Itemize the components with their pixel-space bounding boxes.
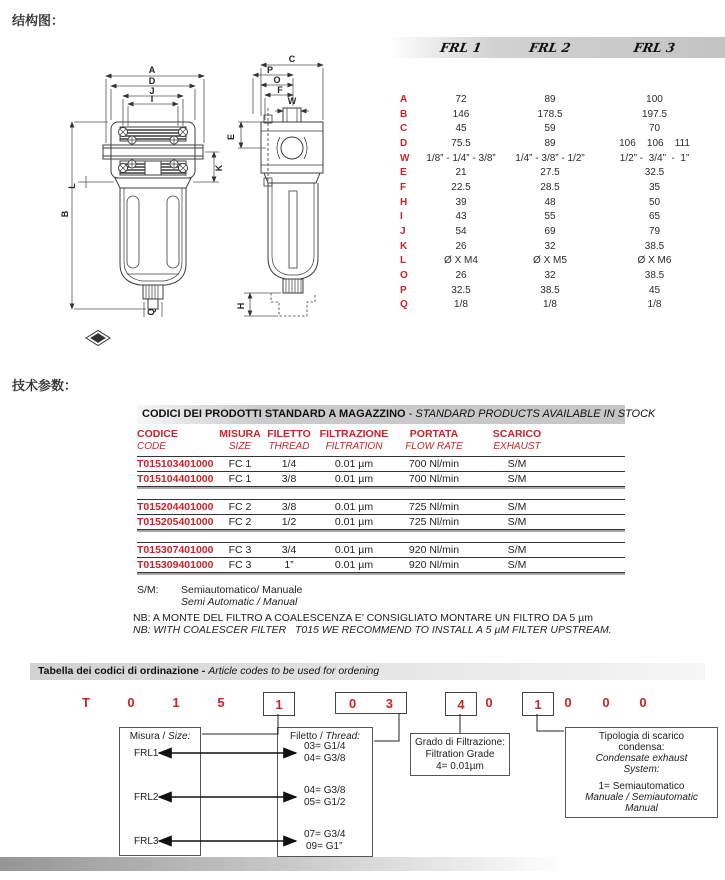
exhaust-line2: condensa: xyxy=(618,742,665,753)
dimension-rows xyxy=(392,92,725,312)
dim-label-p: P xyxy=(266,65,274,75)
dim-label-q: Q xyxy=(146,308,156,316)
cell: S/M xyxy=(507,501,527,513)
code-char-0e: 0 xyxy=(639,695,647,710)
cell: 106 106 111 xyxy=(619,137,690,149)
products-column-headers xyxy=(137,429,625,452)
cell: FC 2 xyxy=(228,501,252,513)
table-row xyxy=(392,165,725,180)
dim-label-e: E xyxy=(226,133,236,141)
row-label: P xyxy=(400,284,407,296)
size-legend-title: Misura / xyxy=(129,731,169,742)
row-label: J xyxy=(400,226,406,238)
row-label: A xyxy=(400,93,408,105)
dim-label-l: L xyxy=(67,183,77,189)
col-size: SIZE xyxy=(228,440,252,452)
cell: 45 xyxy=(455,123,467,135)
row-label: H xyxy=(400,196,408,208)
exhaust-line1: Tipologia di scarico xyxy=(598,731,685,742)
dim-label-w: W xyxy=(287,96,297,106)
ordering-title-en: Article codes to be used for ordening xyxy=(208,665,380,677)
size-legend-box xyxy=(119,727,201,856)
cell: 48 xyxy=(544,196,556,208)
cell: 100 xyxy=(646,93,663,105)
code-box-thread xyxy=(335,692,407,714)
cell: 146 xyxy=(452,108,470,120)
table-row xyxy=(392,283,725,298)
cell: 1/8 xyxy=(647,299,662,311)
row-label: Q xyxy=(400,299,408,311)
cell: 55 xyxy=(544,211,556,223)
size-item-frl1: FRL1 xyxy=(134,748,159,759)
code-char-0d: 0 xyxy=(602,695,610,710)
cell: 725 Nl/min xyxy=(408,516,460,528)
thread-opt: 05= G1/2 xyxy=(304,797,346,808)
cell: 75.5 xyxy=(451,137,471,149)
row-label: W xyxy=(400,152,410,164)
frl3-column-header: FRL 3 xyxy=(632,40,677,55)
thread-legend-box xyxy=(277,727,373,857)
cell: 920 Nl/min xyxy=(408,544,460,556)
cell: 0.01 µm xyxy=(334,458,374,470)
sm-note-en: Semi Automatic / Manual xyxy=(181,596,298,608)
ordering-title-sep: - xyxy=(198,665,209,677)
code-char-0c: 0 xyxy=(564,695,572,710)
table-row xyxy=(392,268,725,283)
cell: 69 xyxy=(544,226,556,238)
cell: S/M xyxy=(507,473,527,485)
cell: 0.01 µm xyxy=(334,473,374,485)
row-label: K xyxy=(400,240,408,252)
col-code: CODE xyxy=(137,440,166,452)
table-row xyxy=(137,456,625,471)
table-row xyxy=(392,298,725,313)
code-char-t: T xyxy=(82,695,90,710)
product-code: T015104401000 xyxy=(137,473,214,485)
projection-symbol-icon xyxy=(86,331,110,346)
cell: 45 xyxy=(648,284,661,296)
exhaust-line6: Manuale / Semiautomatic xyxy=(585,792,698,803)
cell: 27.5 xyxy=(540,167,560,179)
cell: 32.5 xyxy=(451,284,471,296)
side-view xyxy=(261,108,323,316)
cell: 72 xyxy=(455,93,467,105)
col-thread: THREAD xyxy=(268,440,310,452)
cell: 197.5 xyxy=(641,108,668,120)
code-char-size: 1 xyxy=(275,696,283,712)
thread-opt: 09= G1” xyxy=(306,841,343,852)
dimension-table-header-bar xyxy=(392,37,725,58)
col-flow-rate: FLOW RATE xyxy=(405,440,463,452)
cell: Ø X M4 xyxy=(444,255,478,267)
products-table-title-bar xyxy=(137,405,656,424)
cell: 700 Nl/min xyxy=(408,473,460,485)
cell: 39 xyxy=(455,196,467,208)
thread-legend-title: Filetto / xyxy=(289,731,326,742)
product-code: T015204401000 xyxy=(137,501,214,513)
table-row xyxy=(392,180,725,195)
ordering-title-it: Tabella dei codici di ordinazione xyxy=(38,665,199,677)
size-item-frl2: FRL2 xyxy=(134,792,159,803)
cell: 1/8” - 1/4” - 3/8” xyxy=(426,152,496,164)
table-row xyxy=(392,92,725,107)
code-box-exhaust xyxy=(522,692,554,716)
cell: 70 xyxy=(648,123,661,135)
filtration-line2: Filtration Grade xyxy=(425,749,495,760)
row-label: F xyxy=(400,181,407,193)
product-group-fc3 xyxy=(137,542,625,573)
row-label: C xyxy=(400,123,408,135)
dim-label-c: C xyxy=(288,54,296,64)
code-char-0b: 0 xyxy=(485,695,493,710)
cell: 59 xyxy=(544,123,556,135)
cell: FC 3 xyxy=(228,544,252,556)
cell: 35 xyxy=(648,181,661,193)
code-box-size xyxy=(263,692,295,716)
cell: 0.01 µm xyxy=(334,516,374,528)
exhaust-line5: 1= Semiautomatico xyxy=(598,781,685,792)
table-row xyxy=(137,557,625,572)
row-label: I xyxy=(400,211,403,223)
code-char-1a: 1 xyxy=(172,695,180,710)
cell: 0.01 µm xyxy=(334,559,374,571)
col-scarico: SCARICO xyxy=(492,428,542,440)
nb-note-it: NB: A MONTE DEL FILTRO A COALESCENZA E’ CONSIGLIATO MONTARE UN FILTRO DA 5 µm xyxy=(133,612,593,624)
cell: 50 xyxy=(648,196,661,208)
cell: 1/2” - 3/4” - 1” xyxy=(619,152,690,164)
dim-label-o: O xyxy=(273,75,281,85)
col-filtrazione: FILTRAZIONE xyxy=(319,428,389,440)
structure-drawing xyxy=(28,36,388,356)
product-code: T015103401000 xyxy=(137,458,214,470)
ordering-title-bar xyxy=(30,663,705,680)
product-code: T015309401000 xyxy=(137,559,214,571)
cell: 0.01 µm xyxy=(334,544,374,556)
cell: 725 Nl/min xyxy=(408,501,460,513)
products-title-it: CODICI DEI PRODOTTI STANDARD A MAGAZZINO xyxy=(142,408,406,420)
cell: 0.01 µm xyxy=(334,501,374,513)
thread-opt: 07= G3/4 xyxy=(304,829,346,840)
exhaust-line4: System: xyxy=(623,764,660,775)
dim-label-j: J xyxy=(149,86,155,96)
cell: 3/8 xyxy=(281,473,297,485)
cell: 65 xyxy=(648,211,661,223)
side-dimensions xyxy=(238,65,323,316)
row-label: B xyxy=(400,108,408,120)
code-char-exhaust: 1 xyxy=(534,696,542,712)
cell: Ø X M6 xyxy=(637,255,672,267)
cell: 700 Nl/min xyxy=(408,458,460,470)
cell: 3/8 xyxy=(281,501,297,513)
filtration-legend-box xyxy=(410,733,510,776)
thread-legend-title-en: Thread: xyxy=(325,731,361,742)
dim-label-k: K xyxy=(214,164,224,172)
dim-label-d: D xyxy=(148,76,156,86)
col-filetto: FILETTO xyxy=(267,428,311,440)
code-box-filtration xyxy=(445,692,477,716)
dim-label-i: I xyxy=(150,94,154,104)
filtration-line3: 4= 0.01µm xyxy=(436,761,484,772)
cell: 38.5 xyxy=(644,240,665,252)
thread-opt: 04= G3/8 xyxy=(304,753,346,764)
cell: 920 Nl/min xyxy=(408,559,460,571)
size-legend-title-en: Size: xyxy=(168,731,191,742)
table-row xyxy=(137,514,625,529)
row-label: E xyxy=(400,167,407,179)
cell: 178.5 xyxy=(537,108,563,120)
product-code: T015307401000 xyxy=(137,544,214,556)
col-filtration: FILTRATION xyxy=(325,440,383,452)
products-table xyxy=(137,405,656,573)
cell: FC 1 xyxy=(228,473,252,485)
product-group-fc1 xyxy=(137,456,625,487)
cell: 26 xyxy=(455,240,467,252)
cell: 89 xyxy=(544,93,556,105)
table-row xyxy=(137,471,625,486)
cell: 1/4 xyxy=(281,458,297,470)
cell: FC 2 xyxy=(228,516,252,528)
front-view xyxy=(103,122,203,309)
table-row xyxy=(137,542,625,557)
table-row xyxy=(392,151,725,166)
sm-abbrev-label: S/M: xyxy=(137,584,159,596)
cell: S/M xyxy=(507,559,527,571)
cell: 32 xyxy=(544,240,556,252)
page-footer-strip xyxy=(0,857,725,871)
nb-note-en: NB: WITH COALESCER FILTER T015 WE RECOMMEND TO INSTALL A 5 µM FILTER UPSTREAM. xyxy=(133,624,612,636)
cell: 89 xyxy=(544,137,556,149)
filtration-line1: Grado di Filtrazione: xyxy=(414,737,506,748)
sm-note-it: Semiautomatico/ Manuale xyxy=(181,584,303,596)
table-row xyxy=(392,210,725,225)
cell: 1/2 xyxy=(281,516,297,528)
thread-opt: 04= G3/8 xyxy=(304,785,346,796)
code-char-filtration: 4 xyxy=(457,696,465,712)
col-codice: CODICE xyxy=(137,428,178,440)
products-title-en: STANDARD PRODUCTS AVAILABLE IN STOCK xyxy=(415,408,656,420)
frl2-column-header: FRL 2 xyxy=(528,40,572,55)
cell: 43 xyxy=(455,211,467,223)
dim-label-b: B xyxy=(60,210,70,218)
table-row xyxy=(392,254,725,269)
cell: 38.5 xyxy=(540,284,560,296)
thread-opt: 03= G1/4 xyxy=(304,741,346,752)
cell: 79 xyxy=(648,226,661,238)
dim-label-a: A xyxy=(148,65,156,75)
table-row xyxy=(392,136,725,151)
exhaust-line3: Condensate exhaust xyxy=(595,753,688,764)
params-section-label: 技术参数： xyxy=(12,378,78,393)
col-exhaust: EXHAUST xyxy=(493,440,541,452)
row-label: D xyxy=(400,137,408,149)
table-row xyxy=(392,239,725,254)
structure-section-label: 结构图： xyxy=(12,13,65,28)
dim-label-f: F xyxy=(277,85,283,95)
exhaust-line7: Manual xyxy=(625,803,658,814)
col-portata: PORTATA xyxy=(409,428,459,440)
frl1-column-header: FRL 1 xyxy=(439,40,483,55)
row-label: O xyxy=(400,270,408,282)
cell: 1/8 xyxy=(543,299,557,311)
cell: 1” xyxy=(284,559,294,571)
cell: FC 3 xyxy=(228,559,252,571)
cell: 54 xyxy=(455,226,467,238)
dim-label-h: H xyxy=(236,302,246,310)
cell: S/M xyxy=(507,458,527,470)
cell: 21 xyxy=(455,167,467,179)
cell: 1/4” - 3/8” - 1/2” xyxy=(515,152,585,164)
cell: S/M xyxy=(507,544,527,556)
code-char-0a: 0 xyxy=(127,695,135,710)
cell: FC 1 xyxy=(228,458,252,470)
product-group-fc2 xyxy=(137,499,625,530)
cell: 3/4 xyxy=(281,544,297,556)
table-row xyxy=(392,195,725,210)
cell: 32 xyxy=(544,270,556,282)
cell: 26 xyxy=(455,270,467,282)
cell: 22.5 xyxy=(451,181,471,193)
code-char-thread-3: 3 xyxy=(385,695,393,711)
table-row xyxy=(137,499,625,514)
cell: 28.5 xyxy=(540,181,560,193)
table-row xyxy=(392,224,725,239)
exhaust-legend-box xyxy=(565,727,718,818)
product-code: T015205401000 xyxy=(137,516,214,528)
table-row xyxy=(392,107,725,122)
code-char-thread-0: 0 xyxy=(349,695,357,711)
cell: Ø X M5 xyxy=(533,255,567,267)
table-row xyxy=(392,121,725,136)
cell: 1/8 xyxy=(454,299,468,311)
row-label: L xyxy=(400,255,407,267)
cell: S/M xyxy=(507,516,527,528)
col-misura: MISURA xyxy=(219,428,261,440)
cell: 32.5 xyxy=(644,167,665,179)
cell: 38.5 xyxy=(644,270,665,282)
size-item-frl3: FRL3 xyxy=(134,836,159,847)
code-char-5: 5 xyxy=(217,695,225,710)
products-title-sep: - xyxy=(405,408,416,420)
